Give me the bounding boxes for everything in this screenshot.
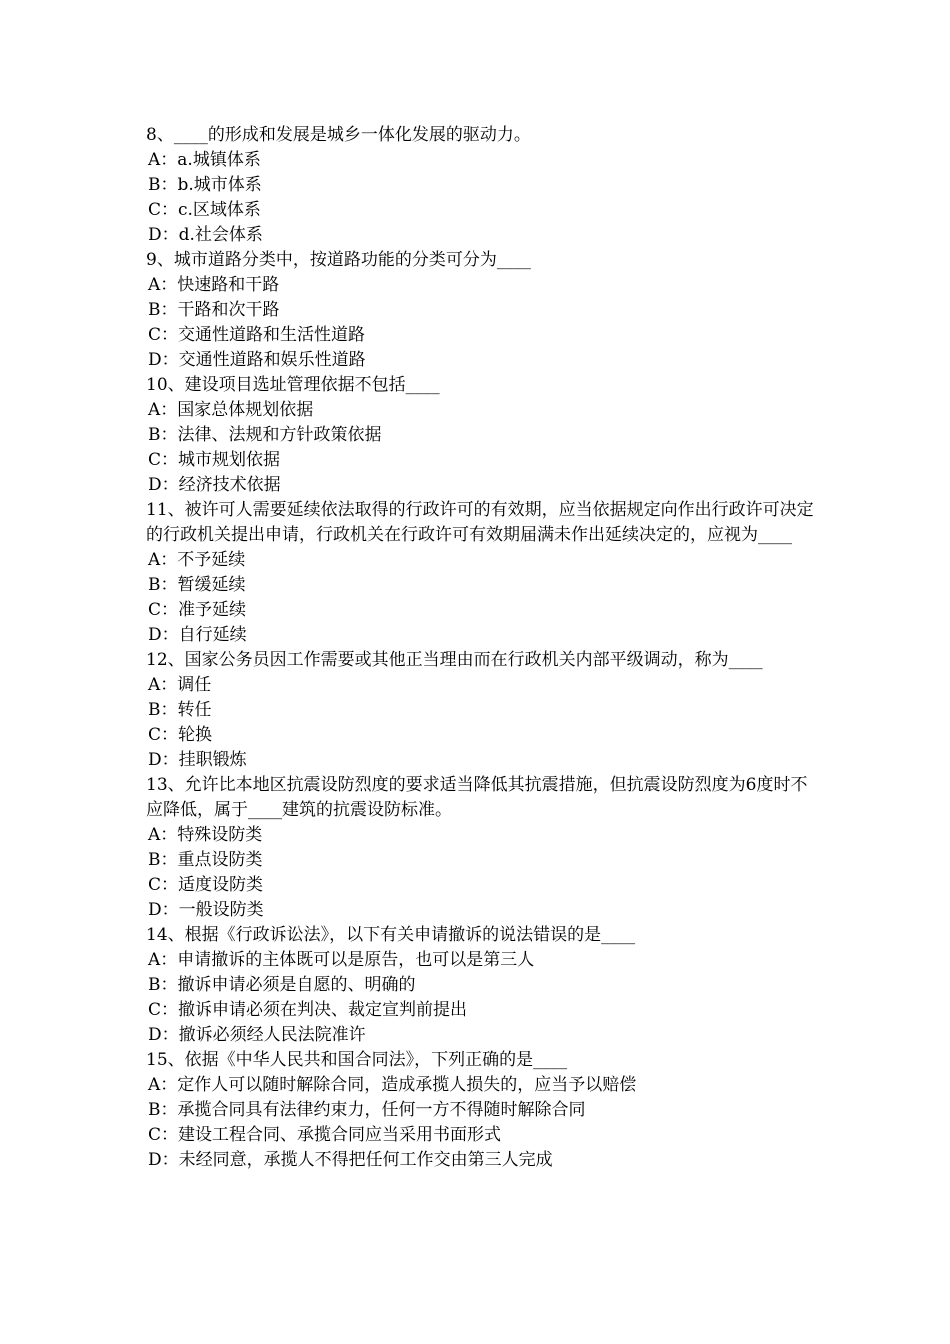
option-c: C：c.区域体系 xyxy=(148,200,261,220)
option-a: A：特殊设防类 xyxy=(148,825,263,845)
option-d: D：d.社会体系 xyxy=(148,225,263,245)
option-a: A：不予延续 xyxy=(148,550,246,570)
question-8 xyxy=(146,123,816,248)
question-11 xyxy=(146,498,816,648)
question-12 xyxy=(146,648,816,773)
question-9 xyxy=(146,248,816,373)
option-a: A：申请撤诉的主体既可以是原告，也可以是第三人 xyxy=(148,950,535,970)
option-c: C：适度设防类 xyxy=(148,875,264,895)
question-stem: 14、根据《行政诉讼法》，以下有关申请撤诉的说法错误的是____ xyxy=(146,925,636,945)
question-stem: 13、允许比本地区抗震设防烈度的要求适当降低其抗震措施，但抗震设防烈度为6度时不应降低，属于____建筑的抗震设防标准。 xyxy=(146,775,808,820)
option-b: B：暂缓延续 xyxy=(148,575,246,595)
document-page xyxy=(146,123,816,1173)
option-b: B：撤诉申请必须是自愿的、明确的 xyxy=(148,975,416,995)
option-b: B：法律、法规和方针政策依据 xyxy=(148,425,382,445)
option-c: C：撤诉申请必须在判决、裁定宣判前提出 xyxy=(148,1000,468,1020)
question-stem: 15、依据《中华人民共和国合同法》，下列正确的是____ xyxy=(146,1050,568,1070)
question-stem: 11、被许可人需要延续依法取得的行政许可的有效期，应当依据规定向作出行政许可决定的行政机关提出申请，行政机关在行政许可有效期届满未作出延续决定的，应视为____ xyxy=(146,500,814,545)
option-a: A：快速路和干路 xyxy=(148,275,280,295)
option-d: D：挂职锻炼 xyxy=(148,750,247,770)
question-stem: 8、____的形成和发展是城乡一体化发展的驱动力。 xyxy=(146,125,531,145)
option-d: D：自行延续 xyxy=(148,625,247,645)
option-d: D：未经同意，承揽人不得把任何工作交由第三人完成 xyxy=(148,1150,553,1170)
option-b: B：干路和次干路 xyxy=(148,300,280,320)
option-d: D：撤诉必须经人民法院准许 xyxy=(148,1025,366,1045)
option-c: C：建设工程合同、承揽合同应当采用书面形式 xyxy=(148,1125,502,1145)
option-c: C：交通性道路和生活性道路 xyxy=(148,325,366,345)
option-a: A：调任 xyxy=(148,675,212,695)
question-10 xyxy=(146,373,816,498)
option-d: D：交通性道路和娱乐性道路 xyxy=(148,350,366,370)
question-stem: 12、国家公务员因工作需要或其他正当理由而在行政机关内部平级调动，称为____ xyxy=(146,650,763,670)
option-b: B：b.城市体系 xyxy=(148,175,262,195)
option-d: D：一般设防类 xyxy=(148,900,264,920)
question-stem: 9、城市道路分类中，按道路功能的分类可分为____ xyxy=(146,250,531,270)
option-c: C：城市规划依据 xyxy=(148,450,281,470)
option-a: A：国家总体规划依据 xyxy=(148,400,314,420)
question-13 xyxy=(146,773,816,923)
option-b: B：转任 xyxy=(148,700,212,720)
option-b: B：重点设防类 xyxy=(148,850,263,870)
question-14 xyxy=(146,923,816,1048)
option-d: D：经济技术依据 xyxy=(148,475,281,495)
option-a: A：a.城镇体系 xyxy=(148,150,261,170)
question-stem: 10、建设项目选址管理依据不包括____ xyxy=(146,375,440,395)
option-c: C：轮换 xyxy=(148,725,213,745)
question-15 xyxy=(146,1048,816,1173)
option-c: C：准予延续 xyxy=(148,600,247,620)
option-b: B：承揽合同具有法律约束力，任何一方不得随时解除合同 xyxy=(148,1100,586,1120)
option-a: A：定作人可以随时解除合同，造成承揽人损失的，应当予以赔偿 xyxy=(148,1075,637,1095)
